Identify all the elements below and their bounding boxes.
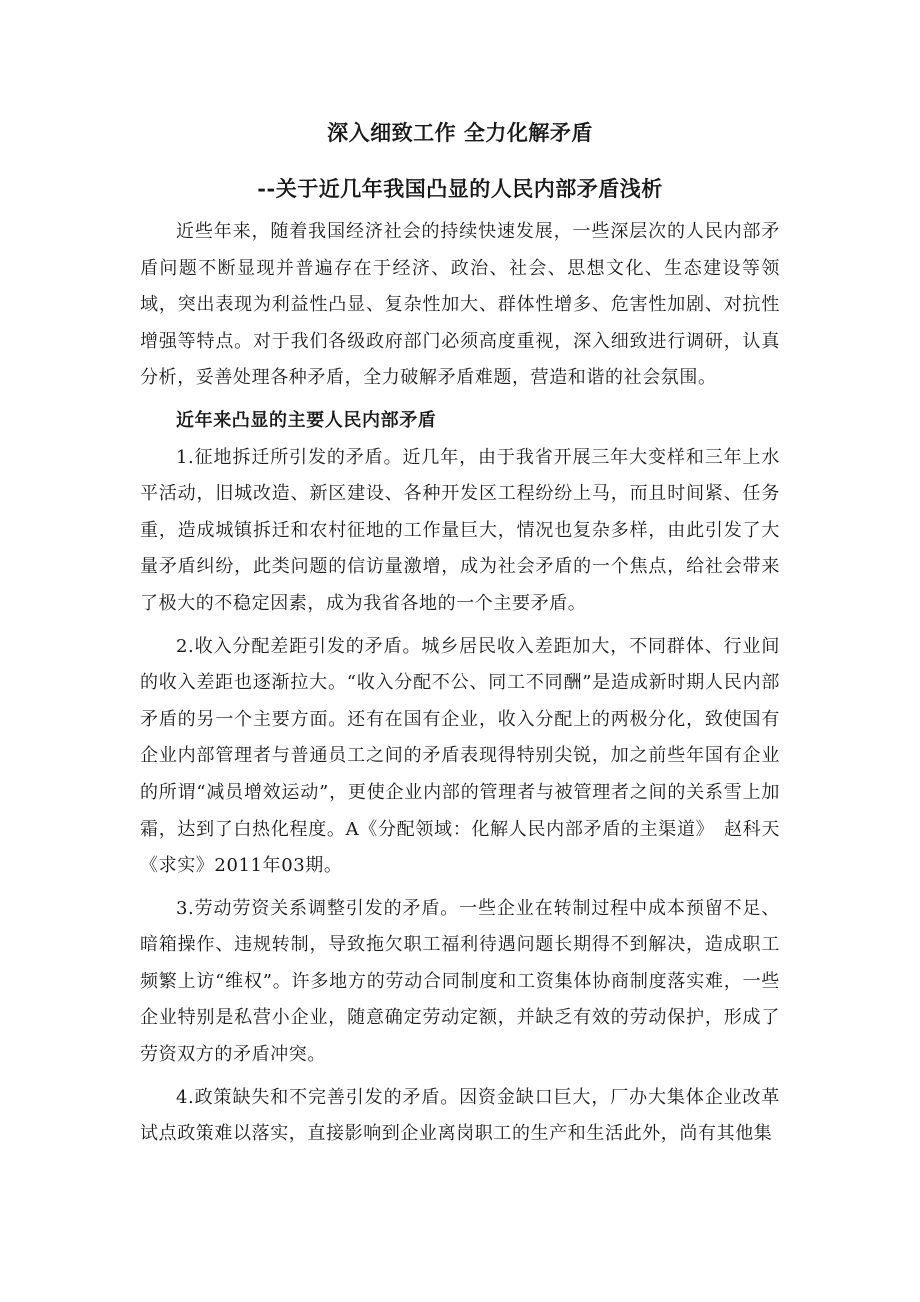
- intro-paragraph: 近些年来，随着我国经济社会的持续快速发展，一些深层次的人民内部矛盾问题不断显现并普遍存在于经济、政治、社会、思想文化、生态建设等领域，突出表现为利益性凸显、复杂性加大、群体性增多、危害性加剧、对抗性增强等特点。对于我们各级政府部门必须高度重视，深入细致进行调研，认真分析，妥善处理各种矛盾，全力破解矛盾难题，营造和谐的社会氛围。: [140, 221, 780, 389]
- document-body: [140, 118, 780, 1153]
- document-title: 深入细致工作 全力化解矛盾: [327, 120, 593, 145]
- paragraph-income-distribution: 2.收入分配差距引发的矛盾。城乡居民收入差距加大，不同群体、行业间的收入差距也逐渐拉大。“收入分配不公、同工不同酬”是造成新时期人民内部矛盾的另一个主要方面。还有在国有企业，收入分配上的两极分化，致使国有企业内部管理者与普通员工之间的矛盾表现得特别尖锐，加之前些年国有企业的所谓“减员增效运动”，更使企业内部的管理者与被管理者之间的关系雪上加霜，达到了白热化程度。A《分配领域：化解人民内部矛盾的主渠道》 赵科天《求实》2011年03期。: [140, 635, 780, 877]
- paragraph-land-acquisition: 1.征地拆迁所引发的矛盾。近几年，由于我省开展三年大变样和三年上水平活动，旧城改造、新区建设、各种开发区工程纷纷上马，而且时间紧、任务重，造成城镇拆迁和农村征地的工作量巨大，情况也复杂多样，由此引发了大量矛盾纠纷，此类问题的信访量激增，成为社会矛盾的一个焦点，给社会带来了极大的不稳定因素，成为我省各地的一个主要矛盾。: [140, 446, 780, 614]
- paragraph-labor-relations: 3.劳动劳资关系调整引发的矛盾。一些企业在转制过程中成本预留不足、暗箱操作、违规转制，导致拖欠职工福利待遇问题长期得不到解决，造成职工频繁上访“维权”。许多地方的劳动合同制度和工资集体协商制度落实难，一些企业特别是私营小企业，随意确定劳动定额，并缺乏有效的劳动保护，形成了劳资双方的矛盾冲突。: [140, 897, 780, 1066]
- paragraph-policy-gaps: 4.政策缺失和不完善引发的矛盾。因资金缺口巨大，厂办大集体企业改革试点政策难以落实，直接影响到企业离岗职工的生产和生活此外，尚有其他集: [140, 1086, 780, 1145]
- section-heading: 近年来凸显的主要人民内部矛盾: [176, 409, 437, 431]
- document-subtitle: --关于近几年我国凸显的人民内部矛盾浅析: [257, 176, 663, 201]
